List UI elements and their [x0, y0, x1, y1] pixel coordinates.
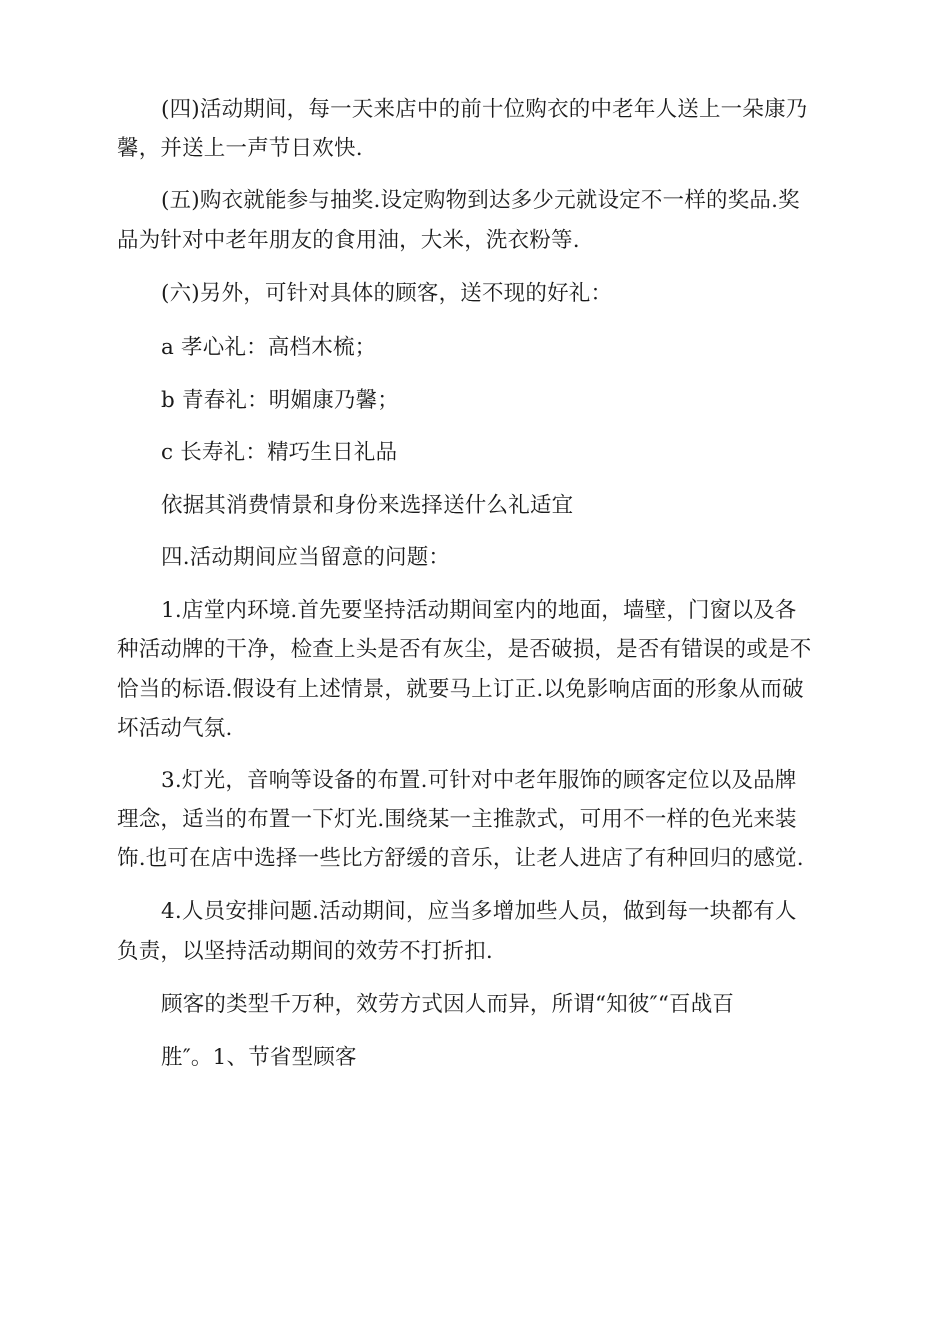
text-line-1: (四)活动期间，每一天来店中的前十位购衣的中老年人送上一朵康乃: [161, 97, 808, 122]
text-line-16: 理念，适当的布置一下灯光.围绕某一主推款式，可用不一样的色光来装: [117, 807, 797, 832]
text-line-18: 4.人员安排问题.活动期间，应当多增加些人员，做到每一块都有人: [161, 899, 797, 924]
text-line-10: 四.活动期间应当留意的问题：: [161, 545, 451, 570]
text-line-4: 品为针对中老年朋友的食用油，大米，洗衣粉等.: [117, 228, 580, 253]
text-line-12: 种活动牌的干净，检查上头是否有灰尘，是否破损，是否有错误的或是不: [117, 637, 812, 662]
text-line-14: 坏活动气氛.: [117, 716, 233, 741]
text-line-5: (六)另外，可针对具体的顾客，送不现的好礼：: [161, 281, 613, 306]
text-line-8: c 长寿礼：精巧生日礼品: [161, 440, 398, 465]
text-line-19: 负责，以坚持活动期间的效劳不打折扣.: [117, 939, 493, 964]
text-line-2: 馨，并送上一声节日欢快.: [117, 136, 363, 161]
text-line-15: 3.灯光，音响等设备的布置.可针对中老年服饰的顾客定位以及品牌: [161, 768, 797, 793]
text-line-20: 顾客的类型千万种，效劳方式因人而异，所谓“知彼″“百战百: [161, 992, 735, 1017]
text-line-6: a 孝心礼：高档木梳；: [161, 335, 377, 360]
text-line-7: b 青春礼：明媚康乃馨；: [161, 388, 399, 413]
text-line-21: 胜″。1、节省型顾客: [161, 1045, 357, 1070]
text-line-3: (五)购衣就能参与抽奖.设定购物到达多少元就设定不一样的奖品.奖: [161, 188, 800, 213]
text-line-17: 饰.也可在店中选择一些比方舒缓的音乐，让老人进店了有种回归的感觉.: [117, 846, 804, 871]
text-line-9: 依据其消费情景和身份来选择送什么礼适宜: [161, 493, 574, 518]
text-line-11: 1.店堂内环境.首先要坚持活动期间室内的地面，墙壁，门窗以及各: [161, 598, 797, 623]
text-line-13: 恰当的标语.假设有上述情景，就要马上订正.以免影响店面的形象从而破: [117, 677, 804, 702]
